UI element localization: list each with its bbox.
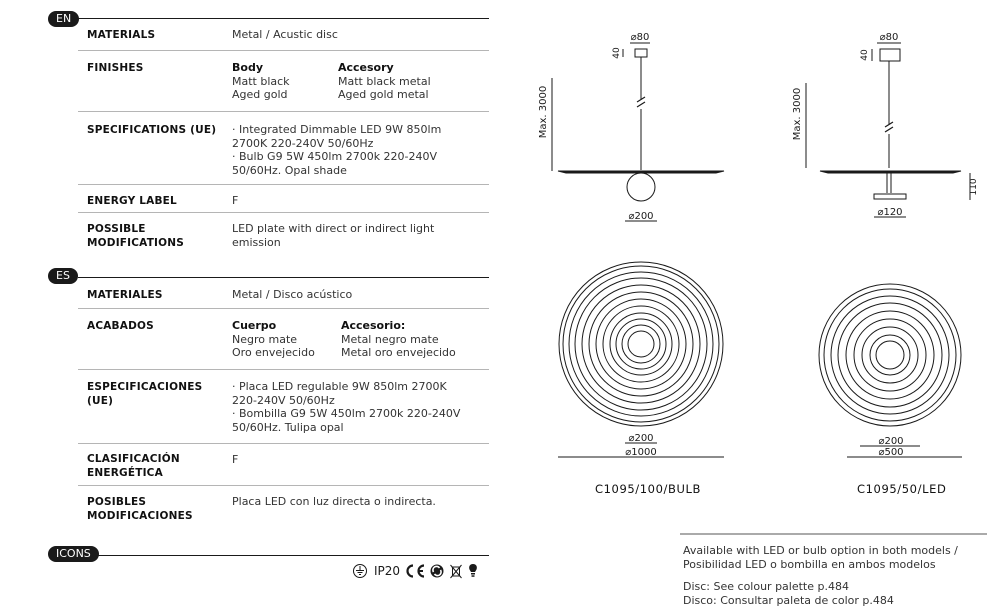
section-tag-icons: ICONS [48,546,99,562]
left-plan-outer-diameter: ⌀1000 [625,447,657,458]
specifications-value: · Integrated Dimmable LED 9W 850lm 2700K 220-240V 50/60Hz · Bulb G9 5W 450lm 2700k 220-240V 50/60Hz. Opal shade [232,123,442,177]
clasificacion-value: F [232,453,239,466]
acabados-label: ACABADOS [87,320,154,332]
acabados-cuerpo-items: Negro mate Oro envejecido [232,332,315,359]
right-elevation-drawing [806,43,970,217]
materiales-label: MATERIALES [87,289,163,301]
ip-rating: IP20 [374,564,401,578]
modifications-value: LED plate with direct or indirect light emission [232,222,435,249]
section-tag-en: EN [48,11,79,27]
materiales-value: Metal / Disco acústico [232,288,353,301]
left-bottom-diameter: ⌀200 [628,211,654,222]
right-max-length: Max. 3000 [792,87,803,141]
specifications-label: SPECIFICATIONS (UE) [87,124,217,136]
materials-value: Metal / Acustic disc [232,28,338,41]
especificaciones-label: ESPECIFICACIONES (UE) [87,381,203,407]
model-code-left: C1095/100/BULB [595,482,701,496]
acabados-cuerpo-heading: Cuerpo [232,319,277,332]
right-plan-outer-diameter: ⌀500 [878,447,904,458]
left-canopy-height: 40 [612,47,622,59]
finishes-accessory-items: Matt black metal Aged gold metal [338,74,431,101]
disc-colour-note: Disc: See colour palette p.484 Disco: Consultar paleta de color p.484 [683,580,894,607]
modificaciones-label: POSIBLES MODIFICACIONES [87,496,193,522]
acabados-accesorio-items: Metal negro mate Metal oro envejecido [341,332,456,359]
left-plan-inner-diameter: ⌀200 [628,433,654,444]
left-plan-rings [558,262,724,457]
finishes-body-heading: Body [232,61,263,74]
right-bottom-diameter: ⌀120 [877,207,903,218]
right-plan-rings [819,284,962,457]
energy-label: ENERGY LABEL [87,195,177,207]
right-plan-inner-diameter: ⌀200 [878,436,904,447]
finishes-label: FINISHES [87,62,144,74]
materials-label: MATERIALS [87,29,156,41]
left-max-length: Max. 3000 [538,85,549,139]
section-tag-es: ES [48,268,78,284]
especificaciones-value: · Placa LED regulable 9W 850lm 2700K 220-240V 50/60Hz · Bombilla G9 5W 450lm 2700k 220-240V 50/60Hz. Tulipa opal [232,380,461,434]
acabados-accesorio-heading: Accesorio: [341,319,406,332]
left-elevation-drawing [552,43,724,221]
left-top-diameter: ⌀80 [630,32,650,43]
right-height: 110 [969,178,979,196]
finishes-body-items: Matt black Aged gold [232,74,290,101]
modificaciones-value: Placa LED con luz directa o indirecta. [232,495,436,508]
energy-value: F [232,194,239,207]
modifications-label: POSSIBLE MODIFICATIONS [87,223,185,249]
right-canopy-height: 40 [860,49,870,61]
right-top-diameter: ⌀80 [879,32,899,43]
model-code-right: C1095/50/LED [857,482,947,496]
finishes-accessory-heading: Accesory [338,61,394,74]
availability-note: Available with LED or bulb option in both models / Posibilidad LED o bombilla en ambos modelos [683,544,958,571]
clasificacion-label: CLASIFICACIÓN ENERGÉTICA [87,453,180,479]
